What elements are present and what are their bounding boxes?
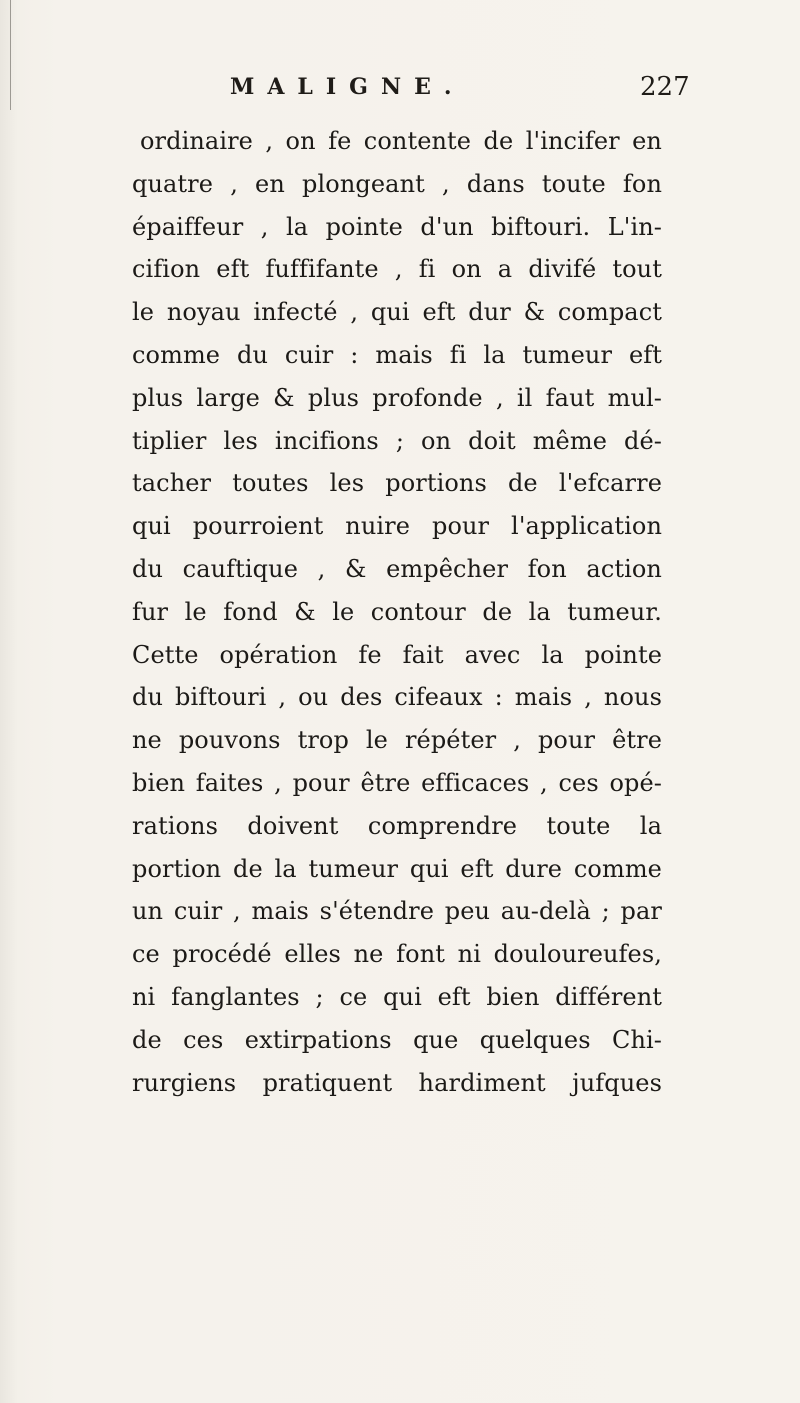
text-line: bien faites , pour être efficaces , ces opé- (132, 768, 662, 797)
text-line: cifion eft fuffifante , fi on a divifé tout (132, 255, 662, 284)
body-text (132, 120, 662, 1104)
page-number: 227 (640, 72, 690, 102)
text-line: rurgiens pratiquent hardiment jufques (132, 1068, 662, 1097)
text-line: tiplier les incifions ; on doit même dé- (132, 426, 662, 455)
text-line: fur le fond & le contour de la tumeur. (132, 597, 662, 626)
text-line: ordinaire , on fe contente de l'incifer en (140, 127, 662, 155)
text-line: ni fanglantes ; ce qui eft bien différent (132, 982, 662, 1011)
text-line: portion de la tumeur qui eft dure comme (132, 854, 662, 883)
text-line: ce procédé elles ne font ni douloureufes, (132, 940, 662, 969)
text-line: un cuir , mais s'étendre peu au-delà ; par (132, 897, 662, 926)
text-line: le noyau infecté , qui eft dur & compact (132, 298, 662, 327)
text-line: épaiffeur , la pointe d'un biftouri. L'in- (132, 212, 662, 241)
text-line: plus large & plus profonde , il faut mul- (132, 383, 662, 412)
text-line: Cette opération fe fait avec la pointe (132, 640, 662, 669)
text-line: rations doivent comprendre toute la (132, 811, 662, 840)
text-line: tacher toutes les portions de l'efcarre (132, 469, 662, 498)
page-header (0, 70, 800, 110)
text-line: qui pourroient nuire pour l'application (132, 512, 662, 541)
running-title: MALIGNE. (230, 74, 465, 100)
text-line: ne pouvons trop le répéter , pour être (132, 726, 662, 755)
text-line: quatre , en plongeant , dans toute fon (132, 169, 662, 198)
text-line: du cauftique , & empêcher fon action (132, 554, 662, 583)
text-line: comme du cuir : mais fi la tumeur eft (132, 340, 662, 369)
text-line: du biftouri , ou des cifeaux : mais , nous (132, 683, 662, 712)
text-line: de ces extirpations que quelques Chi- (132, 1025, 662, 1054)
